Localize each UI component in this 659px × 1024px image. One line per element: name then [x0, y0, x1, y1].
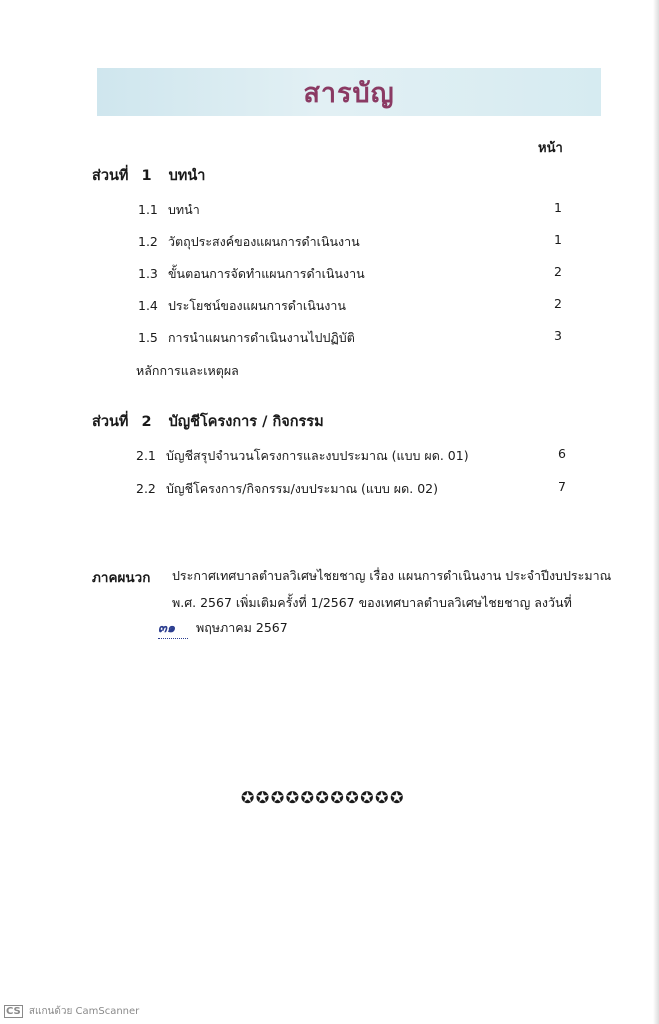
appendix-line-1: ประกาศเทศบาลตำบลวิเศษไชยชาญ เรื่อง แผนการดำเนินงาน ประจำปีงบประมาณ — [172, 568, 612, 583]
toc-entry — [136, 479, 438, 499]
title-banner — [97, 68, 601, 116]
toc-entry — [138, 296, 346, 316]
entry-page: 3 — [554, 328, 562, 343]
watermark-text: สแกนด้วย CamScanner — [28, 1006, 140, 1017]
entry-text: วัตถุประสงค์ของแผนการดำเนินงาน — [167, 234, 360, 249]
entry-page: 2 — [554, 264, 562, 279]
entry-number: 1.5 — [138, 330, 158, 345]
entry-text: ประโยชน์ของแผนการดำเนินงาน — [167, 298, 346, 313]
page-title: สารบัญ — [303, 77, 395, 109]
section-label: ส่วนที่ — [92, 168, 129, 184]
entry-page: 2 — [554, 296, 562, 311]
entry-number: 1.4 — [138, 298, 158, 313]
section-number: 1 — [141, 168, 152, 184]
entry-number: 2.2 — [136, 481, 156, 496]
toc-entry — [136, 446, 469, 466]
appendix-line-2: พ.ศ. 2567 เพิ่มเติมครั้งที่ 1/2567 ของเทศบาลตำบลวิเศษไชยชาญ ลงวันที่ — [172, 595, 572, 610]
entry-text: บัญชีสรุปจำนวนโครงการและงบประมาณ (แบบ ผด. 01) — [165, 448, 469, 463]
section-title: บทนำ — [168, 168, 206, 184]
entry-page: 7 — [558, 479, 566, 494]
toc-entry — [138, 264, 365, 284]
entry-number: 1.2 — [138, 234, 158, 249]
appendix-label: ภาคผนวก — [92, 570, 151, 586]
section-1-heading — [92, 164, 205, 187]
page-edge-shadow — [653, 0, 659, 1024]
toc-entry — [138, 328, 355, 348]
entry-page: 1 — [554, 200, 562, 215]
entry-number: 1.3 — [138, 266, 158, 281]
entry-page: 6 — [558, 446, 566, 461]
section-label: ส่วนที่ — [92, 414, 129, 430]
section-number: 2 — [141, 414, 152, 430]
section-title: บัญชีโครงการ / กิจกรรม — [168, 414, 324, 430]
entry-text: ขั้นตอนการจัดทำแผนการดำเนินงาน — [167, 266, 365, 281]
entry-number: 2.1 — [136, 448, 156, 463]
page-column-header: หน้า — [538, 141, 563, 156]
appendix-line-3 — [158, 617, 288, 639]
appendix-month-year: พฤษภาคม 2567 — [195, 620, 288, 635]
entry-number: 1.1 — [138, 202, 158, 217]
entry-text: การนำแผนการดำเนินงานไปปฏิบัติ — [167, 330, 355, 345]
toc-subline: หลักการและเหตุผล — [136, 363, 239, 378]
camscanner-logo: CS — [6, 1006, 21, 1017]
star-divider: ✪✪✪✪✪✪✪✪✪✪✪ — [241, 788, 405, 807]
scanner-watermark — [4, 1004, 139, 1019]
section-2-heading — [92, 410, 324, 433]
entry-page: 1 — [554, 232, 562, 247]
entry-text: บัญชีโครงการ/กิจกรรม/งบประมาณ (แบบ ผด. 02) — [165, 481, 438, 496]
handwritten-day: ๓๑ — [158, 617, 188, 639]
toc-entry — [138, 200, 200, 220]
toc-entry — [138, 232, 360, 252]
entry-text: บทนำ — [167, 202, 200, 217]
